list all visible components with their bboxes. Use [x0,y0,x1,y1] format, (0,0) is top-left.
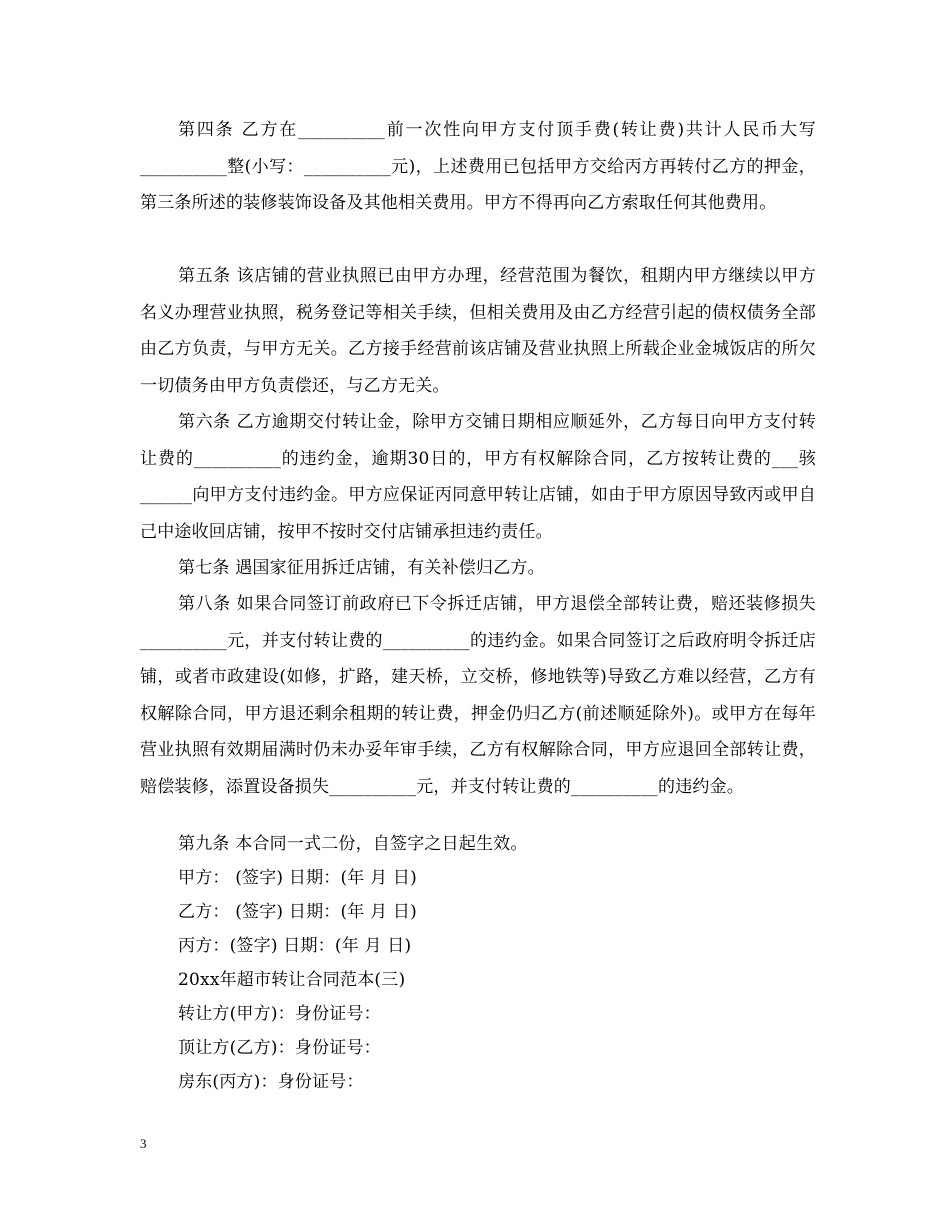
page-number: 3 [140,1136,147,1151]
party-a-signature-line: 甲方： (签字) 日期：(年 月 日) [178,868,417,888]
article-8-paragraph: 第八条 如果合同签订前政府已下令拆迁店铺，甲方退偿全部转让费，赔还装修损失__________元，并支付转让费的__________的违约金。如果合同签订之后政府明令拆迁店铺，或者市政建设(如修，扩路，建天桥，立交桥，修地铁等)导致乙方难以经营，乙方有权解除合同，甲方退还剩余租期的转让费，押金仍归乙方(前述顺延除外)。或甲方在每年营业执照有效期届满时仍未办妥年审手续，乙方有权解除合同，甲方应退回全部转让费，赔偿装修，添置设备损失__________元，并支付转让费的__________的违约金。 [140,594,816,797]
article-4-paragraph: 第四条 乙方在__________前一次性向甲方支付顶手费(转让费)共计人民币大写__________整(小写：__________元)，上述费用已包括甲方交给丙方再转付乙方的押金，第三条所述的装修装饰设备及其他相关费用。甲方不得再向乙方索取任何其他费用。 [140,120,816,213]
party-c-signature-line: 丙方：(签字) 日期：(年 月 日) [178,936,412,956]
article-9-line: 第九条 本合同一式二份，自签字之日起生效。 [178,834,528,854]
article-6-paragraph: 第六条 乙方逾期交付转让金，除甲方交铺日期相应顺延外，乙方每日向甲方支付转让费的__________的违约金，逾期30日的，甲方有权解除合同，乙方按转让费的___骇______向甲方支付违约金。甲方应保证丙同意甲转让店铺，如由于甲方原因导致丙或甲自己中途收回店铺，按甲不按时交付店铺承担违约责任。 [140,412,816,542]
section-heading: 20xx年超市转让合同范本(三) [178,970,406,990]
article-7-paragraph: 第七条 遇国家征用拆迁店铺，有关补偿归乙方。 [178,558,545,578]
transferee-line: 顶让方(乙方)：身份证号： [178,1038,381,1058]
transferor-line: 转让方(甲方)：身份证号： [178,1004,381,1024]
party-b-signature-line: 乙方： (签字) 日期：(年 月 日) [178,902,417,922]
landlord-line: 房东(丙方)：身份证号： [178,1072,364,1092]
article-5-paragraph: 第五条 该店铺的营业执照已由甲方办理，经营范围为餐饮，租期内甲方继续以甲方名义办理营业执照，税务登记等相关手续，但相关费用及由乙方经营引起的债权债务全部由乙方负责，与甲方无关。乙方接手经营前该店铺及营业执照上所载企业金城饭店的所欠一切债务由甲方负责偿还，与乙方无关。 [140,266,816,396]
